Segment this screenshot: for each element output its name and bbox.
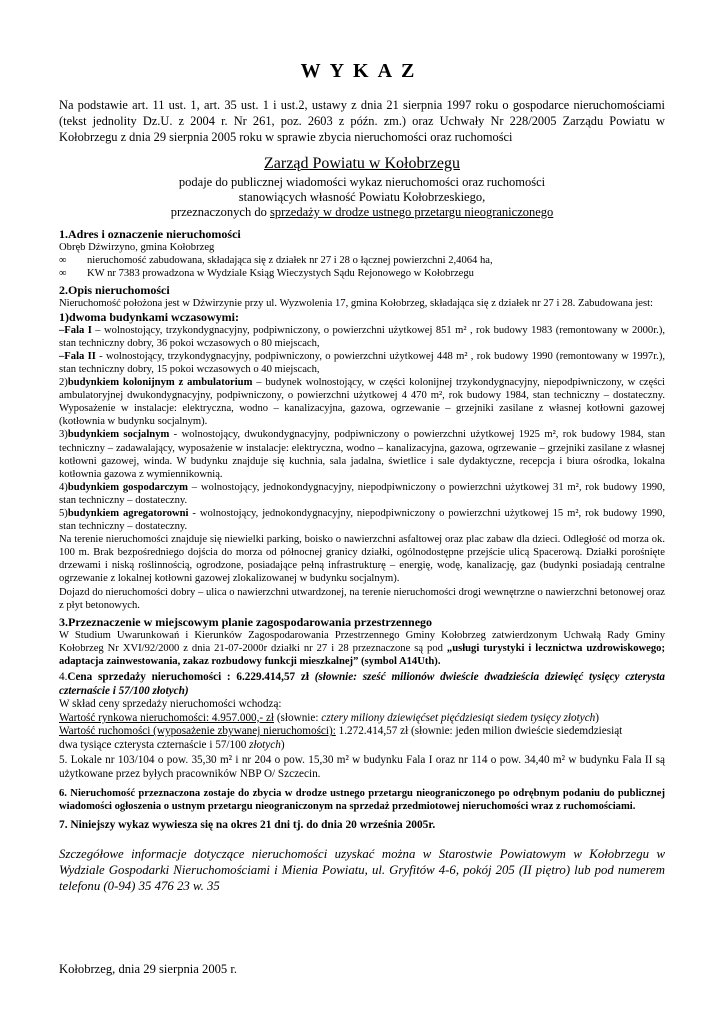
utility-building-text: – wolnostojący, jednokondygnacyjny, niepodpiwniczony o powierzchni użytkowej 31 m², rok budowy 1990, stan techniczny – dostateczny. [59,481,665,506]
legal-basis-paragraph: Na podstawie art. 11 ust. 1, art. 35 ust. 1 i ust.2, ustawy z dnia 21 sierpnia 1997 roku o gospodarce nieruchomościami (tekst jednolity Dz.U. z 2004 r. Nr 261, poz. 2603 z późn. zm.) oraz Uchwały Nr 228/2005 Zarządu Powiatu w Kołobrzegu z dnia 29 sierpnia 2005 roku w sprawie zbycia nieruchomości oraz ruchomości [59,98,665,144]
buildings-heading: 1)dwoma budynkami wczasowymi: [59,309,240,324]
movables-words-suffix: ) [280,738,285,751]
section-4-price [59,671,665,781]
market-value-words-suffix: ) [595,711,600,724]
social-building-description [59,428,665,480]
sale-mode-underlined: sprzedaży w drodze ustnego przetargu nieograniczonego [269,205,554,219]
movables-value-line-2 [59,739,665,753]
colony-building-label: budynkiem kolonijnym z ambulatorium [67,377,253,389]
generator-building-description [59,507,665,533]
infinity-bullet-icon: ∞ [59,268,67,280]
section-1-bullet-1-text: nieruchomość zabudowana, składająca się z działek nr 27 i 28 o łącznej powierzchni 2,4064 ha, [87,255,493,267]
fala-1-label: –Fala I [59,324,92,336]
subtitle-line-3 [59,205,665,220]
fala-2-text: - wolnostojący, trzykondygnacyjny, podpiwniczony, o powierzchni użytkowej 448 m² , rok budowy 1990 (remontowany w 1997r.), stan techniczny dobry, 15 pokoi wczasowych o 40 miejscach, [59,350,665,375]
market-value-words: cztery miliony dziewięćset pięćdziesiąt siedem tysięcy złotych [321,711,596,724]
issue-date: Kołobrzeg, dnia 29 sierpnia 2005 r. [59,962,238,976]
colony-building-text: – budynek wolnostojący, w części kolonijnej trzykondygnacyjny, niepodpiwniczony, w części ambulatoryjnej dwukondygnacyjny, podpiwniczony, o powierzchni użytkowej 4 470 m², rok budowy 1984, stan techniczny – dostateczny. Wyposażenie w instalacje: elektryczna, wodno – kanalizacyjna, gazowa, ogrzewanie – grzejniki zasilane z własnej kotłowni gazowej (kotłownia w budynku socjalnym). [59,377,665,428]
section-2-description [59,284,665,611]
section-3-zoning [59,616,665,668]
item-number: 5) [59,507,68,519]
section-2-heading: 2.Opis nieruchomości [59,283,170,298]
section-1-heading: 1.Adres i oznaczenie nieruchomości [59,227,241,241]
subtitle-line-2: stanowiących własność Powiatu Kołobrzeskiego, [238,190,486,204]
market-value-words-prefix: (słownie: [274,711,322,724]
utility-building-label: budynkiem gospodarczym [67,481,188,493]
item-number: 2) [59,377,68,389]
fala-2-description [59,350,665,376]
movables-value-line [59,725,665,739]
fala-2-label: –Fala II [59,350,96,362]
document-title: WYKAZ [300,60,424,82]
fala-1-description [59,324,665,350]
movables-words: dwa tysiące czterysta czternaście i 57/100 [59,738,250,751]
section-1-bullet-2-text: KW nr 7383 prowadzona w Wydziale Ksiąg Wieczystych Sądu Rejonowego w Kołobrzegu [87,268,474,280]
movables-words-currency: złotych [249,738,281,751]
item-number: 4) [59,481,68,493]
section-7-posting-period [59,819,665,832]
market-value: Wartość rynkowa nieruchomości: 4.957.000,- zł [59,711,275,724]
price-components-intro: W skład ceny sprzedaży nieruchomości wchodzą: [59,698,282,711]
section-3-heading: 3.Przeznaczenie w miejscowym planie zagospodarowania przestrzennego [59,614,433,629]
posting-period-text: 7. Niniejszy wykaz wywiesza się na okres 21 dni tj. do dnia 20 września 2005r. [59,819,436,832]
access-description: Dojazd do nieruchomości dobry – ulica o nawierzchni utwardzonej, na terenie nieruchomości drogi wewnętrzne o nawierzchni betonowej oraz z płyt betonowych. [59,586,665,611]
site-description: Na terenie nieruchomości znajduje się niewielki parking, boisko o nawierzchni asfaltowej oraz plac zabaw dla dzieci. Odległość od morza ok. 100 m. Brak bezpośredniego dojścia do morza od północnej granicy działki, ogólnodostępne przejście ulicą Spacerową. Działki porośnięte drzewami i niską roślinnością, ogrodzone, posiadające pełną infrastrukturę – energię, wodę, kanalizację, gaz (budynki posiadają centralne ogrzewanie z lokalnej kotłowni gazowej zlokalizowanej w budynku socjalnym). [59,534,665,585]
subtitle-line-3-prefix: przeznaczonych do [170,205,270,219]
zoning-text-plain: W Studium Uwarunkowań i Kierunków Zagospodarowania Przestrzennego Gminy Kołobrzeg zatwierdzonym Uchwałą Rady Gminy Kołobrzeg Nr XVI/92/2000 z dnia 21-07-2000r działki nr 27 i 28 przeznaczone są pod [59,629,665,654]
document-page [59,60,665,894]
contact-information: Szczegółowe informacje dotyczące nieruchomości uzyskać można w Starostwie Powiatowym w Kołobrzegu w Wydziale Gospodarki Nieruchomościami i Mienia Powiatu, ul. Gryfitów 4-6, pokój 205 (II piętro) lub pod numerem telefonu (0-94) 35 476 23 w. 35 [59,847,665,894]
infinity-bullet-icon: ∞ [59,255,67,267]
section-1-address [59,228,665,280]
section-1-location: Obręb Dźwirzyno, gmina Kołobrzeg [59,242,215,254]
section-1-bullet-2 [59,267,665,280]
price-heading [59,671,665,698]
generator-building-label: budynkiem agregatorowni [67,507,189,519]
section-6-sale-procedure [59,787,665,813]
section-4-number: 4. [59,671,68,684]
social-building-text: - wolnostojący, dwukondygnacyjny, podpiwniczony o powierzchni użytkowej 1925 m², rok budowy 1984, stan techniczny – zadawalający, wyposażenie w instalacje: elektryczna, wodno – kanalizacyjna, gazowa, ogrzewanie – grzejniki zasilane z własnej kotłowni gazowej, winda. W budynku znajduje się kuchnia, sala jadalna, świetlice i sale dydaktyczne, recepcja i biura ośrodka, lokalna kotłownia gazowa z wymiennikownią. [59,429,665,480]
item-number: 3) [59,429,68,441]
section-2-intro: Nieruchomość położona jest w Dźwirzynie przy ul. Wyzwolenia 17, gmina Kołobrzeg, składająca się z działek nr 27 i 28. Zabudowana jest: [59,298,653,310]
zoning-text [59,629,665,668]
section-5-premises: 5. Lokale nr 103/104 o pow. 35,30 m² i nr 204 o pow. 15,30 m² w budynku Fala I oraz nr 114 o pow. 34,40 m² w budynku Fala II są użytkowane przez byłych pracowników NBP O/ Szczecin. [59,754,665,780]
social-building-label: budynkiem socjalnym [67,429,170,441]
generator-building-text: - wolnostojący, jednokondygnacyjny, niepodpiwniczony o powierzchni użytkowej 15 m², rok budowy 1990, stan techniczny – dostateczny. [59,507,665,533]
section-1-bullet-1 [59,254,665,267]
fala-1-text: – wolnostojący, trzykondygnacyjny, podpiwniczony, o powierzchni użytkowej 851 m² , rok budowy 1983 (remontowany w 2000r.), stan techniczny dobry, 36 pokoi wczasowych o 80 miejscach, [59,324,665,349]
total-price: Cena sprzedaży nieruchomości : 6.229.414,57 zł [67,671,309,684]
movables-value-label: Wartość ruchomości (wyposażenie zbywanej nieruchomości): [59,725,336,738]
zoning-designation: „usługi turystyki i lecznictwa uzdrowiskowego; adaptacja zainwestowania, zakaz rozbudowy funkcji mieszkalnej” (symbol A14Uth). [59,642,666,667]
total-price-in-words: (słownie: sześć milionów dwieście dwadzieścia dziewięć tysięcy czterysta czternaście i 57/100 złotych) [59,671,665,697]
colony-building-description [59,376,665,428]
movables-value: 1.272.414,57 zł (słownie: jeden milion dwieście siedemdziesiąt [335,725,623,738]
subtitle-line-1: podaje do publicznej wiadomości wykaz nieruchomości oraz ruchomości [178,175,546,189]
market-value-line [59,712,665,726]
utility-building-description [59,481,665,507]
issuer-heading: Zarząd Powiatu w Kołobrzegu [264,155,460,172]
sale-procedure-text: 6. Nieruchomość przeznaczona zostaje do zbycia w drodze ustnego przetargu nieograniczonego po odrębnym podaniu do publicznej wiadomości ogłoszenia o ustnym przetargu nieograniczonym na sprzedaż przedmiotowej nieruchomości wraz z ruchomościami. [59,788,665,813]
